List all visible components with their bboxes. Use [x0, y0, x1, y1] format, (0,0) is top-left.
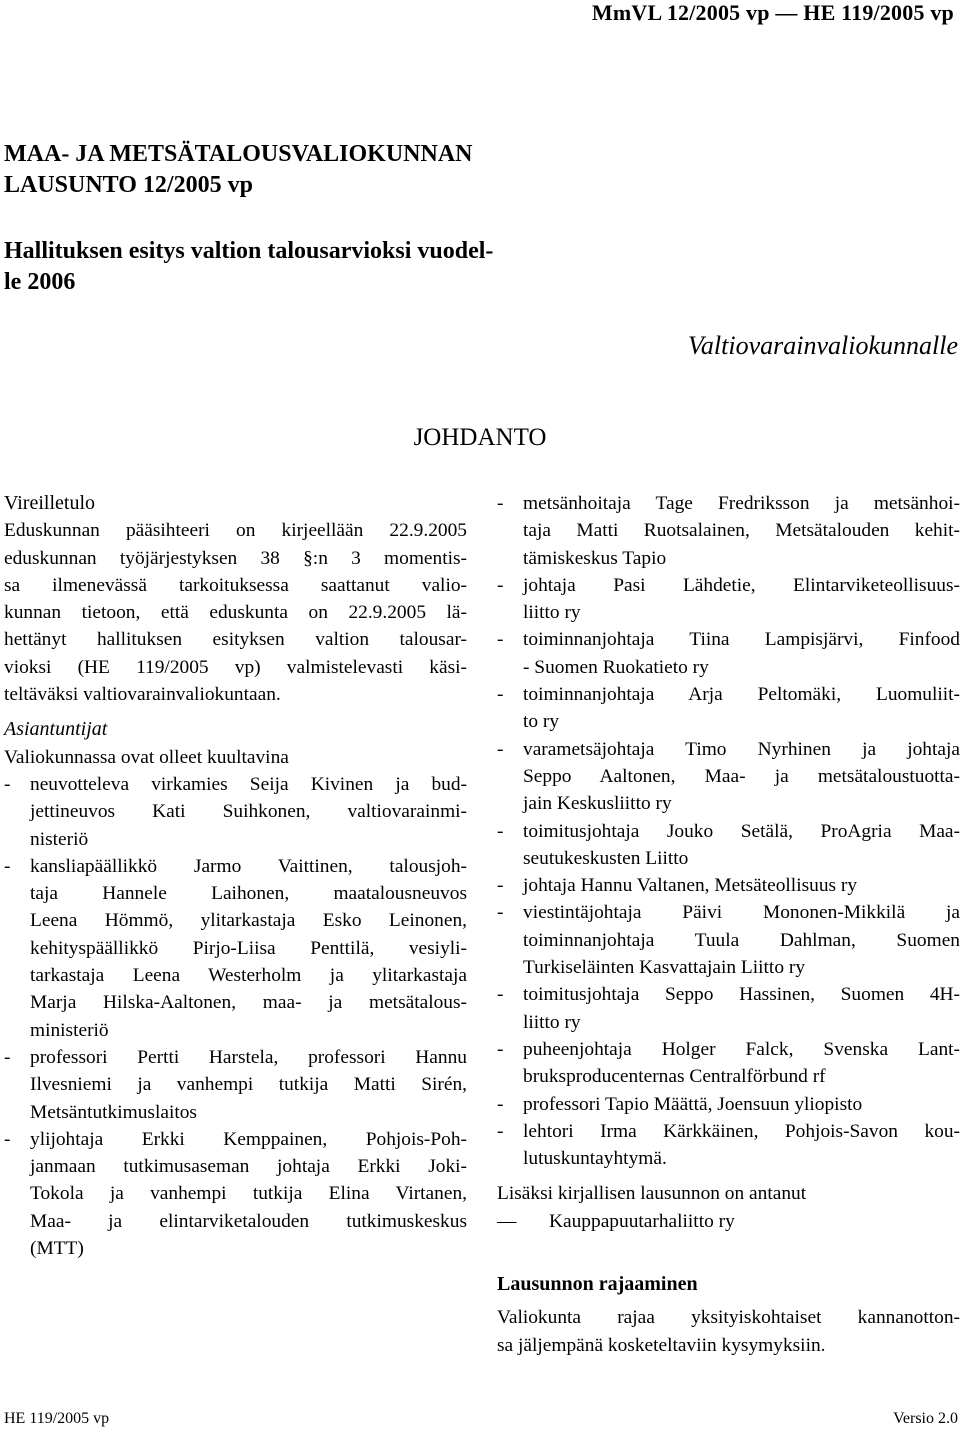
- expert-list-item: [497, 736, 960, 818]
- list-item-line: ministeriö: [30, 1019, 109, 1041]
- list-item-line: metsänhoitaja Tage Fredriksson ja metsänhoi-: [523, 493, 960, 514]
- list-item-line: jain Keskusliitto ry: [523, 793, 672, 815]
- paragraph-line: Valiokunta rajaa yksityiskohtaiset kannanotton-: [497, 1307, 960, 1329]
- paragraph-line: kunnan tietoon, että eduskunta on 22.9.2005 lä-: [4, 602, 467, 624]
- written-statement-item: [497, 1208, 960, 1235]
- list-dash: -: [497, 902, 504, 924]
- list-item-line: professori Pertti Harstela, professori Hannu: [30, 1046, 467, 1068]
- expert-list-item: [4, 853, 467, 1044]
- list-dash: -: [497, 574, 504, 596]
- list-item-line: to ry: [523, 711, 560, 733]
- list-item-line: toiminnanjohtaja Arja Peltomäki, Luomuliit-: [523, 684, 960, 706]
- list-item-line: janmaan tutkimusaseman johtaja Erkki Joki-: [30, 1156, 467, 1178]
- list-item-line: tarkastaja Leena Westerholm ja ylitarkastaja: [30, 965, 467, 987]
- list-item-line: bruksproducenternas Centralförbund rf: [523, 1066, 826, 1088]
- list-item-line: johtaja Hannu Valtanen, Metsäteollisuus ry: [523, 875, 858, 897]
- asiantuntijat-intro: Valiokunnassa ovat olleet kuultavina: [4, 746, 289, 768]
- document-subject: [4, 236, 493, 298]
- paragraph-line: Eduskunnan pääsihteeri on kirjeellään 22.9.2005: [4, 520, 467, 542]
- paragraph-line: eduskunnan työjärjestyksen 38 §:n 3 momentis-: [4, 547, 467, 569]
- vireilletulo-heading: Vireilletulo: [4, 492, 95, 514]
- expert-list-item: [4, 771, 467, 853]
- list-item-line: nisteriö: [30, 828, 89, 850]
- footer-document-ref: HE 119/2005 vp: [4, 1410, 110, 1427]
- expert-list-item: [497, 1118, 960, 1173]
- list-dash: -: [497, 875, 504, 897]
- list-dash: -: [497, 684, 504, 706]
- list-item-line: Tokola ja vanhempi tutkija Elina Virtanen,: [30, 1183, 467, 1205]
- asiantuntijat-heading: Asiantuntijat: [4, 718, 108, 741]
- list-item-line: johtaja Pasi Lähdetie, Elintarviketeollisuus-: [523, 574, 960, 596]
- list-item-line: tämiskeskus Tapio: [523, 547, 667, 569]
- footer-version: Versio 2.0: [893, 1410, 958, 1427]
- list-item-line: Seppo Aaltonen, Maa- ja metsätaloustuotta-: [523, 765, 960, 787]
- list-item-line: varametsäjohtaja Timo Nyrhinen ja johtaja: [523, 738, 960, 760]
- list-item-line: lehtori Irma Kärkkäinen, Pohjois-Savon kou-: [523, 1120, 960, 1142]
- list-dash: -: [4, 1046, 11, 1068]
- paragraph-line: sa ilmenevässä tarkoituksessa saattanut valio-: [4, 574, 467, 596]
- written-statement-intro: Lisäksi kirjallisen lausunnon on antanut: [497, 1183, 807, 1205]
- rajaaminen-heading: Lausunnon rajaaminen: [497, 1273, 698, 1296]
- expert-list-item: [497, 872, 960, 899]
- list-dash: -: [497, 629, 504, 651]
- list-item-line: toimitusjohtaja Jouko Setälä, ProAgria Maa-: [523, 820, 960, 842]
- list-item-line: ylijohtaja Erkki Kemppainen, Pohjois-Poh-: [30, 1128, 467, 1150]
- expert-list-item: [497, 572, 960, 627]
- list-item-line: jettineuvos Kati Suihkonen, valtiovarainmi-: [30, 801, 467, 823]
- left-column: [4, 490, 467, 1262]
- expert-list-item: [497, 818, 960, 873]
- list-dash: -: [497, 1093, 504, 1115]
- written-statement-org: Kauppapuutarhaliitto ry: [549, 1210, 735, 1232]
- list-item-line: liitto ry: [523, 1011, 581, 1033]
- title-line-2: LAUSUNTO 12/2005 vp: [4, 172, 253, 198]
- list-dash: -: [4, 773, 11, 795]
- list-item-line: toimitusjohtaja Seppo Hassinen, Suomen 4H-: [523, 984, 960, 1006]
- list-dash: -: [497, 820, 504, 842]
- list-item-line: neuvotteleva virkamies Seija Kivinen ja bud-: [30, 773, 467, 795]
- rajaaminen-paragraph: [497, 1304, 960, 1359]
- list-dash: -: [4, 1128, 11, 1150]
- subject-line-2: le 2006: [4, 269, 76, 295]
- list-dash: -: [497, 738, 504, 760]
- list-item-line: lutuskuntayhtymä.: [523, 1148, 667, 1170]
- list-item-line: Leena Hömmö, ylitarkastaja Esko Leinonen,: [30, 910, 467, 932]
- list-item-line: (MTT): [30, 1238, 84, 1260]
- section-title: JOHDANTO: [413, 424, 547, 451]
- list-item-line: Ilvesniemi ja vanhempi tutkija Matti Sirén,: [30, 1074, 467, 1096]
- paragraph-line: hettänyt hallituksen esityksen valtion talousar-: [4, 629, 467, 651]
- addressee: Valtiovarainvaliokunnalle: [687, 331, 958, 360]
- list-dash: -: [497, 984, 504, 1006]
- list-item-line: liitto ry: [523, 602, 581, 624]
- list-emdash: —: [497, 1210, 517, 1232]
- list-item-line: Metsäntutkimuslaitos: [30, 1101, 197, 1123]
- vireilletulo-paragraph: [4, 517, 467, 708]
- list-dash: -: [497, 1120, 504, 1142]
- expert-list-item: [4, 1044, 467, 1126]
- list-item-line: Marja Hilska-Aaltonen, maa- ja metsätalous-: [30, 992, 467, 1014]
- expert-list-item: [4, 1126, 467, 1262]
- expert-list-item: [497, 1091, 960, 1118]
- list-item-line: toiminnanjohtaja Tuula Dahlman, Suomen: [523, 929, 960, 951]
- list-item-line: taja Hannele Laihonen, maatalousneuvos: [30, 883, 467, 905]
- list-item-line: puheenjohtaja Holger Falck, Svenska Lant-: [523, 1038, 960, 1060]
- paragraph-line: teltäväksi valtiovarainvaliokuntaan.: [4, 684, 281, 706]
- expert-list-item: [497, 1036, 960, 1091]
- expert-list-item: [497, 626, 960, 681]
- list-item-line: toiminnanjohtaja Tiina Lampisjärvi, Finfood: [523, 629, 960, 651]
- list-item-line: Maa- ja elintarviketalouden tutkimuskeskus: [30, 1210, 467, 1232]
- list-item-line: taja Matti Ruotsalainen, Metsätalouden kehit-: [523, 520, 960, 542]
- document-title: [4, 139, 473, 201]
- list-dash: -: [4, 855, 11, 877]
- right-column: [497, 490, 960, 1359]
- list-item-line: - Suomen Ruokatieto ry: [523, 656, 709, 678]
- expert-list-item: [497, 981, 960, 1036]
- list-item-line: Turkiseläinten Kasvattajain Liitto ry: [523, 957, 806, 979]
- subject-line-1: Hallituksen esitys valtion talousarvioksi vuodel-: [4, 238, 494, 264]
- expert-list-item: [497, 681, 960, 736]
- expert-list-item: [497, 490, 960, 572]
- expert-list-item: [497, 899, 960, 981]
- title-line-1: MAA- JA METSÄTALOUSVALIOKUNNAN: [4, 141, 473, 167]
- paragraph-line: vioksi (HE 119/2005 vp) valmistelevasti käsi-: [4, 656, 467, 678]
- paragraph-line: sa jäljempänä kosketeltaviin kysymyksiin.: [497, 1334, 826, 1356]
- list-item-line: kehityspäällikkö Pirjo-Liisa Penttilä, vesiyli-: [30, 937, 467, 959]
- list-item-line: professori Tapio Määttä, Joensuun yliopisto: [523, 1093, 863, 1115]
- list-dash: -: [497, 1038, 504, 1060]
- list-item-line: viestintäjohtaja Päivi Mononen-Mikkilä ja: [523, 902, 960, 924]
- list-item-line: kansliapäällikkö Jarmo Vaittinen, talousjoh-: [30, 855, 467, 877]
- list-dash: -: [497, 493, 504, 514]
- page-header-reference: MmVL 12/2005 vp — HE 119/2005 vp: [591, 0, 954, 25]
- list-item-line: seutukeskusten Liitto: [523, 847, 689, 869]
